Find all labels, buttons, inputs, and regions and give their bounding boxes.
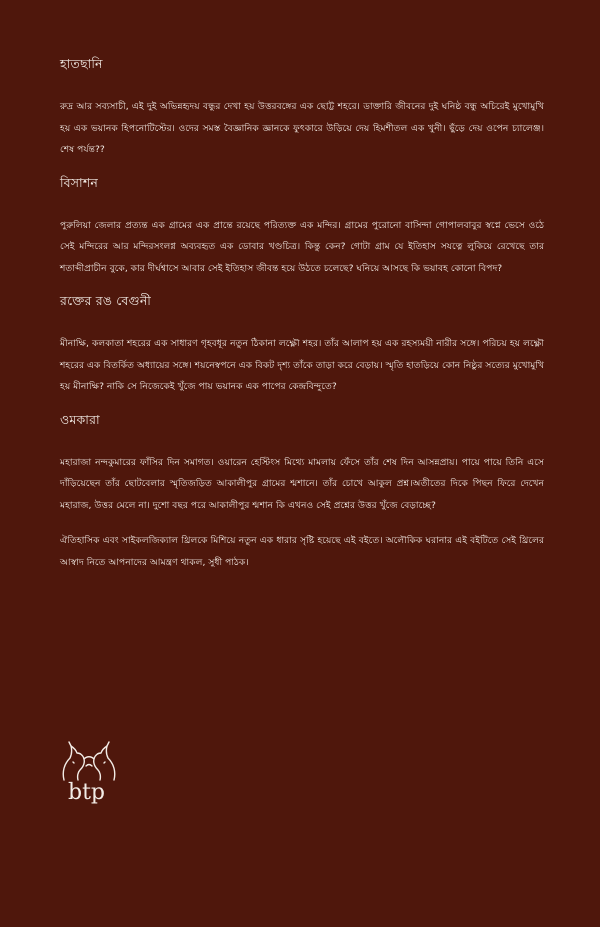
story-title: ওমকারা	[60, 411, 100, 427]
closing-paragraph: ঐতিহাসিক এবং সাইকলজিক্যাল থ্রিলকে মিশিয়ে নতুন এক ধারার সৃষ্টি হয়েছে এই বইতে। অলৌকিক ঘরানার এই বইটিতে সেই থ্রিলের আস্বাদ নিতে আপনাদের আমন্ত্রণ থাকল, সুধী পাঠক।	[60, 535, 544, 568]
publisher-logo-text: btp	[68, 780, 106, 805]
story-title: রক্তের রঙ বেগুনী	[60, 293, 152, 308]
story-title: বিসাশন	[60, 174, 99, 190]
story-section-rokter-rong-beguni	[60, 293, 544, 398]
story-section-hatchhani	[60, 56, 544, 161]
story-description: মীনাক্ষি, কলকাতা শহরের এক সাধারণ গৃহবধূর নতুন ঠিকানা লক্ষ্ণৌ শহর। তাঁর আলাপ হয় এক রহস্যময়ী নারীর সঙ্গে। পরিচয় হয় লক্ষ্ণৌ শহরের এক বিতর্কিত অধ্যায়ের সঙ্গে। শয়নেস্বপনে এক বিকট দৃশ্য তাঁকে তাড়া করে বেড়ায়। স্মৃতি হাতড়িয়ে কোন নিষ্ঠুর সত্যের মুখোমুখি হয় মীনাক্ষি? নাকি সে নিজেকেই খুঁজে পায় ভয়ানক এক পাপের কেন্দ্রবিন্দুতে?	[60, 338, 544, 392]
story-description: রুদ্র আর সব্যসাচী, এই দুই অভিন্নহৃদয় বন্ধুর দেখা হয় উত্তরবঙ্গের এক ছোট্ট শহরে। ডাক্তারি জীবনের দুই ঘনিষ্ঠ বন্ধু অচিরেই মুখোমুখি হয় এক ভয়ানক হিপনোটিস্টের। ওদের সমস্ত বৈজ্ঞানিক জ্ঞানকে ফুৎকারে উড়িয়ে দেয় হিমশীতল এক খুনী। ছুঁড়ে দেয় ওপেন চ্যালেঞ্জ। শেষ পর্যন্ত??	[60, 101, 544, 155]
story-section-omkara	[60, 412, 544, 517]
back-cover-blurb	[60, 56, 544, 587]
story-description: মহারাজা নন্দকুমারের ফাঁসির দিন সমাগত। ওয়ারেন হেস্টিংস মিথ্যে মামলায় ফেঁসে তাঁর শেষ দিন আসন্নপ্রায়। পায়ে পায়ে তিনি এসে দাঁড়িয়েছেন তাঁর ছোটবেলার স্মৃতিজড়িত আকালীপুর গ্রামের শ্মশানে। তাঁর চোখে আকুল প্রশ্ন।অতীতের দিকে পিছন ফিরে দেখেন মহারাজ, উত্তর মেলে না। দুশো বছর পরে আকালীপুর শ্মশান কি এখনও সেই প্রশ্নের উত্তর খুঁজে বেড়াচ্ছে?	[60, 456, 544, 511]
story-description: পুরুলিয়া জেলার প্রত্যন্ত এক গ্রামের এক প্রান্তে রয়েছে পরিত্যক্ত এক মন্দির। গ্রামের পুরোনো বাসিন্দা গোপালবাবুর স্বপ্নে ভেসে ওঠে সেই মন্দিরের আর মন্দিরসংলগ্ন অব্যবহৃত এক ডোবার খণ্ডচিত্র। কিন্তু কেন? গোটা গ্রাম যে ইতিহাস সযত্নে লুকিয়ে রেখেছে তার শতাব্দীপ্রাচীন বুকে, কার দীর্ঘশ্বাসে আবার সেই ইতিহাস জীবন্ত হয়ে উঠতে চলেছে? ঘনিয়ে আসছে কি ভয়াবহ কোনো বিপদ?	[60, 219, 544, 274]
horse-head-icon	[58, 740, 120, 784]
publisher-logo	[58, 740, 120, 812]
story-section-bisashon	[60, 175, 544, 280]
story-title: হাতছানি	[60, 56, 103, 71]
